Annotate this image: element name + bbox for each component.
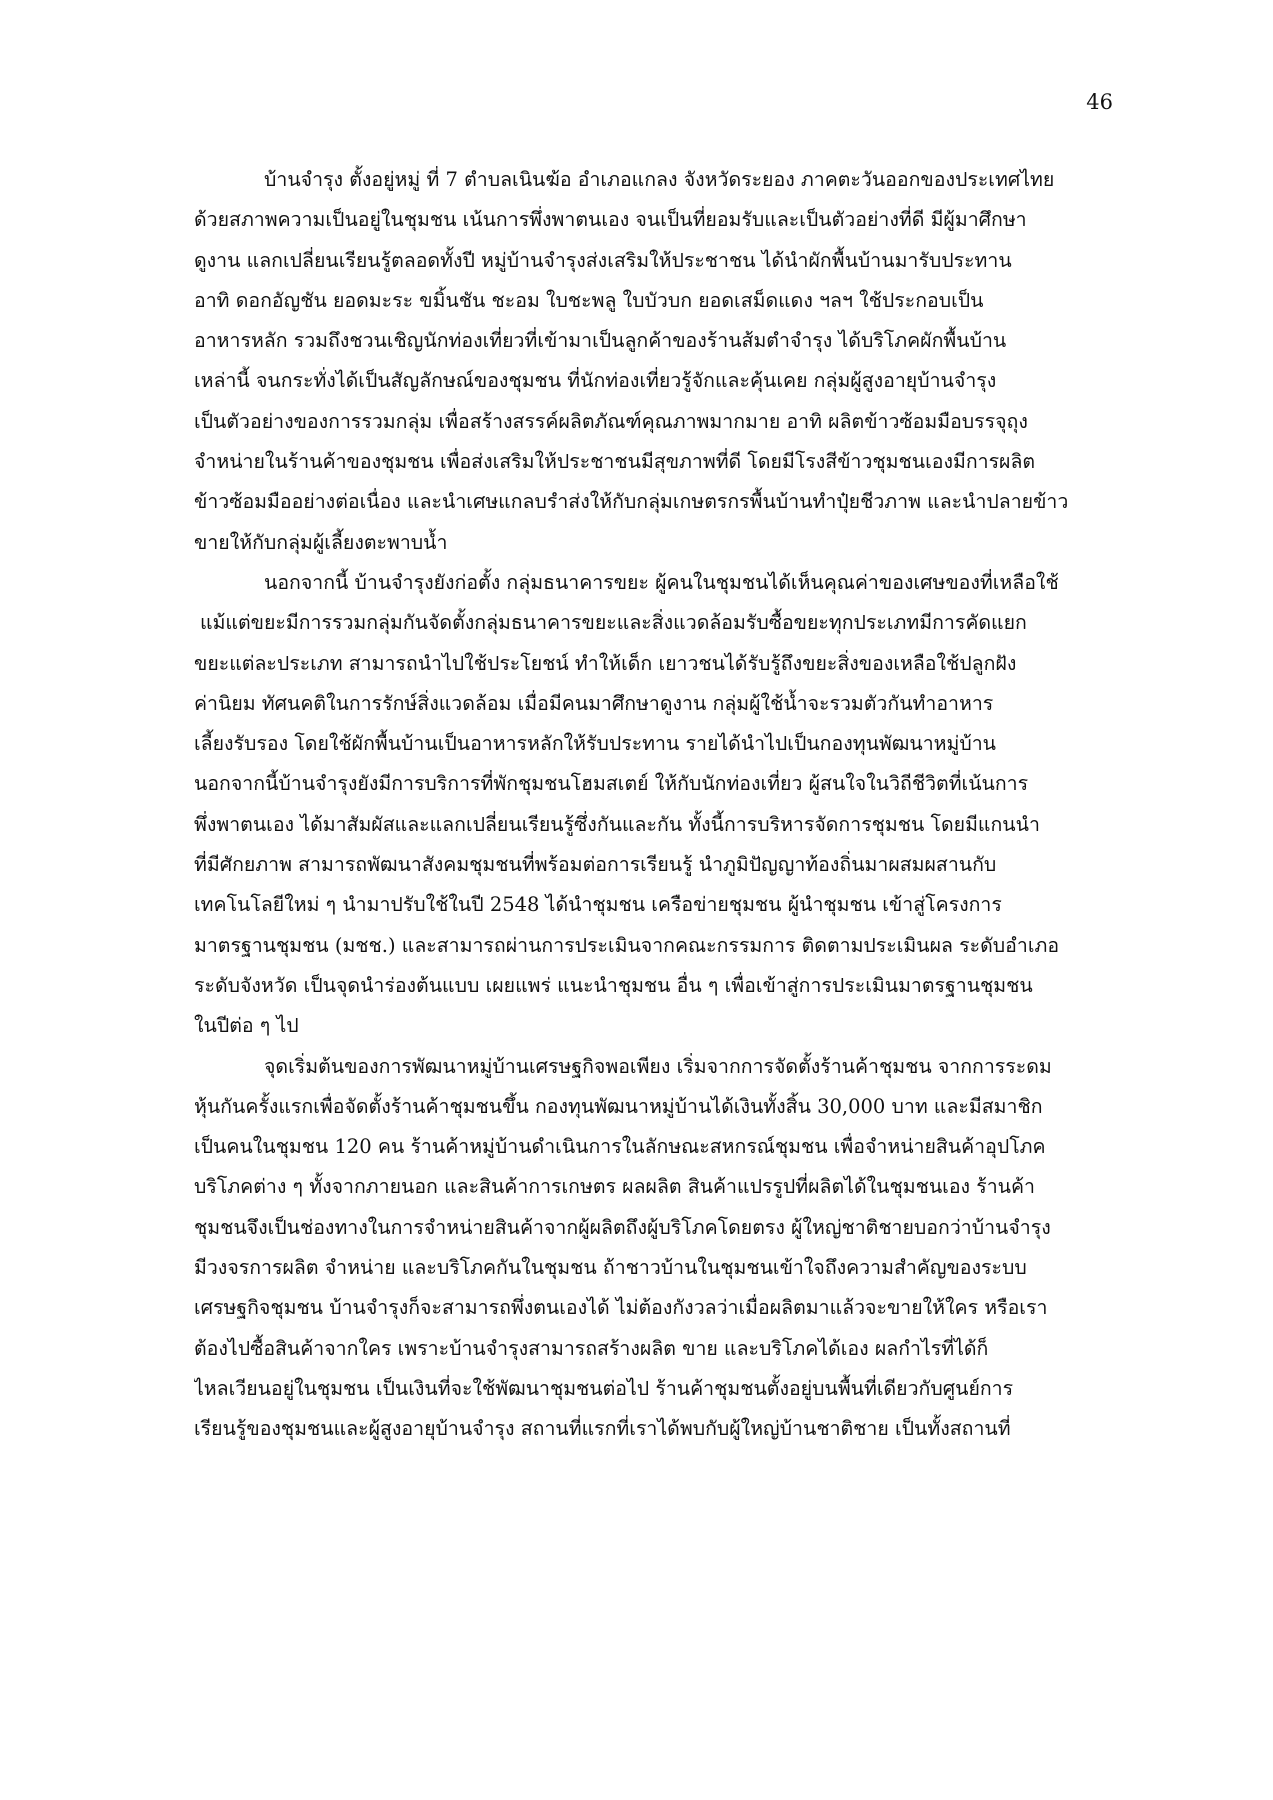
text-line: หุ้นกันครั้งแรกเพื่อจัดตั้งร้านค้าชุมชนขึ้น กองทุนพัฒนาหมู่บ้านได้เงินทั้งสิ้น 30,000 บาท และมีสมาชิก: [194, 1094, 1043, 1118]
text-line: ขายให้กับกลุ่มผู้เลี้ยงตะพาบน้ำ: [194, 530, 448, 554]
text-line: อาหารหลัก รวมถึงชวนเชิญนักท่องเที่ยวที่เข้ามาเป็นลูกค้าของร้านส้มตำจำรุง ได้บริโภคผักพื้นบ้าน: [194, 329, 1007, 353]
body-text: [194, 160, 1124, 1450]
text-line: ชุมชนจึงเป็นช่องทางในการจำหน่ายสินค้าจากผู้ผลิตถึงผู้บริโภคโดยตรง ผู้ใหญ่ชาติชายบอกว่าบ้านจำรุง: [194, 1215, 1051, 1239]
text-line: เป็นตัวอย่างของการรวมกลุ่ม เพื่อสร้างสรรค์ผลิตภัณฑ์คุณภาพมากมาย อาทิ ผลิตข้าวซ้อมมือบรรจุถุง: [194, 409, 1028, 433]
text-line: เศรษฐกิจชุมชน บ้านจำรุงก็จะสามารถพึ่งตนเองได้ ไม่ต้องกังวลว่าเมื่อผลิตมาแล้วจะขายให้ใคร หรือเรา: [194, 1296, 1048, 1320]
text-line: เหล่านี้ จนกระทั่งได้เป็นสัญลักษณ์ของชุมชน ที่นักท่องเที่ยวรู้จักและคุ้นเคย กลุ่มผู้สูงอายุบ้านจำรุง: [194, 369, 997, 393]
text-line: อาทิ ดอกอัญชัน ยอดมะระ ขมิ้นชัน ชะอม ใบชะพลู ใบบัวบก ยอดเสม็ดแดง ฯลฯ ใช้ประกอบเป็น: [194, 288, 984, 312]
paragraph-2: [194, 563, 1124, 1047]
text-line: ระดับจังหวัด เป็นจุดนำร่องต้นแบบ เผยแพร่ แนะนำชุมชน อื่น ๆ เพื่อเข้าสู่การประเมินมาตรฐานชุมชน: [194, 973, 1033, 997]
text-line: เลี้ยงรับรอง โดยใช้ผักพื้นบ้านเป็นอาหารหลักให้รับประทาน รายได้นำไปเป็นกองทุนพัฒนาหมู่บ้าน: [194, 732, 997, 756]
text-line: นอกจากนี้บ้านจำรุงยังมีการบริการที่พักชุมชนโฮมสเตย์ ให้กับนักท่องเที่ยว ผู้สนใจในวิถีชีวิตที่เน้นการ: [194, 772, 1029, 796]
text-line: เป็นคนในชุมชน 120 คน ร้านค้าหมู่บ้านดำเนินการในลักษณะสหกรณ์ชุมชน เพื่อจำหน่ายสินค้าอุปโภค: [194, 1135, 1046, 1159]
text-line: ในปีต่อ ๆ ไป: [194, 1014, 299, 1038]
text-line: แม้แต่ขยะมีการรวมกลุ่มกันจัดตั้งกลุ่มธนาคารขยะและสิ่งแวดล้อมรับซื้อขยะทุกประเภทมีการคัดแยก: [200, 611, 1027, 635]
text-line: บ้านจำรุง ตั้งอยู่หมู่ ที่ 7 ตำบลเนินฆ้อ อำเภอแกลง จังหวัดระยอง ภาคตะวันออกของประเทศไทย: [264, 168, 1055, 191]
text-line: ค่านิยม ทัศนคติในการรักษ์สิ่งแวดล้อม เมื่อมีคนมาศึกษาดูงาน กลุ่มผู้ใช้น้ำจะรวมตัวกันทำอาหาร: [194, 691, 994, 715]
text-line: ขยะแต่ละประเภท สามารถนำไปใช้ประโยชน์ ทำให้เด็ก เยาวชนได้รับรู้ถึงขยะสิ่งของเหลือใช้ปลูกฝัง: [194, 651, 1017, 675]
text-line: ต้องไปซื้อสินค้าจากใคร เพราะบ้านจำรุงสามารถสร้างผลิต ขาย และบริโภคได้เอง ผลกำไรที่ได้ก็: [194, 1336, 989, 1360]
text-line: ข้าวซ้อมมืออย่างต่อเนื่อง และนำเศษแกลบรำส่งให้กับกลุ่มเกษตรกรพื้นบ้านทำปุ๋ยชีวภาพ และนำปลายข้าว: [194, 490, 1069, 514]
text-line: มีวงจรการผลิต จำหน่าย และบริโภคกันในชุมชน ถ้าชาวบ้านในชุมชนเข้าใจถึงความสำคัญของระบบ: [194, 1256, 1027, 1280]
text-line: มาตรฐานชุมชน (มชช.) และสามารถผ่านการประเมินจากคณะกรรมการ ติดตามประเมินผล ระดับอำเภอ: [194, 933, 1060, 957]
text-line: จุดเริ่มต้นของการพัฒนาหมู่บ้านเศรษฐกิจพอเพียง เริ่มจากการจัดตั้งร้านค้าชุมชน จากการระดม: [264, 1054, 1052, 1078]
paragraph-3: [194, 1047, 1124, 1450]
page-number: 46: [1086, 90, 1113, 114]
text-line: ที่มีศักยภาพ สามารถพัฒนาสังคมชุมชนที่พร้อมต่อการเรียนรู้ นำภูมิปัญญาท้องถิ่นมาผสมผสานกับ: [194, 853, 997, 877]
text-line: ไหลเวียนอยู่ในชุมชน เป็นเงินที่จะใช้พัฒนาชุมชนต่อไป ร้านค้าชุมชนตั้งอยู่บนพื้นที่เดียวกับศูนย์การ: [194, 1376, 1014, 1400]
text-line: พึ่งพาตนเอง ได้มาสัมผัสและแลกเปลี่ยนเรียนรู้ซึ่งกันและกัน ทั้งนี้การบริหารจัดการชุมชน โดยมีแกนนำ: [194, 812, 1040, 836]
text-line: จำหน่ายในร้านค้าของชุมชน เพื่อส่งเสริมให้ประชาชนมีสุขภาพที่ดี โดยมีโรงสีข้าวชุมชนเองมีการผลิต: [194, 450, 1036, 474]
text-line: เทคโนโลยีใหม่ ๆ นำมาปรับใช้ในปี 2548 ได้นำชุมชน เครือข่ายชุมชน ผู้นำชุมชน เข้าสู่โครงการ: [194, 893, 1002, 917]
text-line: ดูงาน แลกเปลี่ยนเรียนรู้ตลอดทั้งปี หมู่บ้านจำรุงส่งเสริมให้ประชาชน ได้นำผักพื้นบ้านมารับประทาน: [194, 248, 1012, 272]
text-line: เรียนรู้ของชุมชนและผู้สูงอายุบ้านจำรุง สถานที่แรกที่เราได้พบกับผู้ใหญ่บ้านชาติชาย เป็นทั้งสถานที่: [194, 1417, 1011, 1441]
text-line: นอกจากนี้ บ้านจำรุงยังก่อตั้ง กลุ่มธนาคารขยะ ผู้คนในชุมชนได้เห็นคุณค่าของเศษของที่เหลือใช้: [264, 570, 1059, 594]
text-line: ด้วยสภาพความเป็นอยู่ในชุมชน เน้นการพึ่งพาตนเอง จนเป็นที่ยอมรับและเป็นตัวอย่างที่ดี มีผู้มาศึกษา: [194, 208, 1027, 232]
paragraph-1: [194, 160, 1124, 563]
text-line: บริโภคต่าง ๆ ทั้งจากภายนอก และสินค้าการเกษตร ผลผลิต สินค้าแปรรูปที่ผลิตได้ในชุมชนเอง ร้านค้า: [194, 1175, 1035, 1199]
